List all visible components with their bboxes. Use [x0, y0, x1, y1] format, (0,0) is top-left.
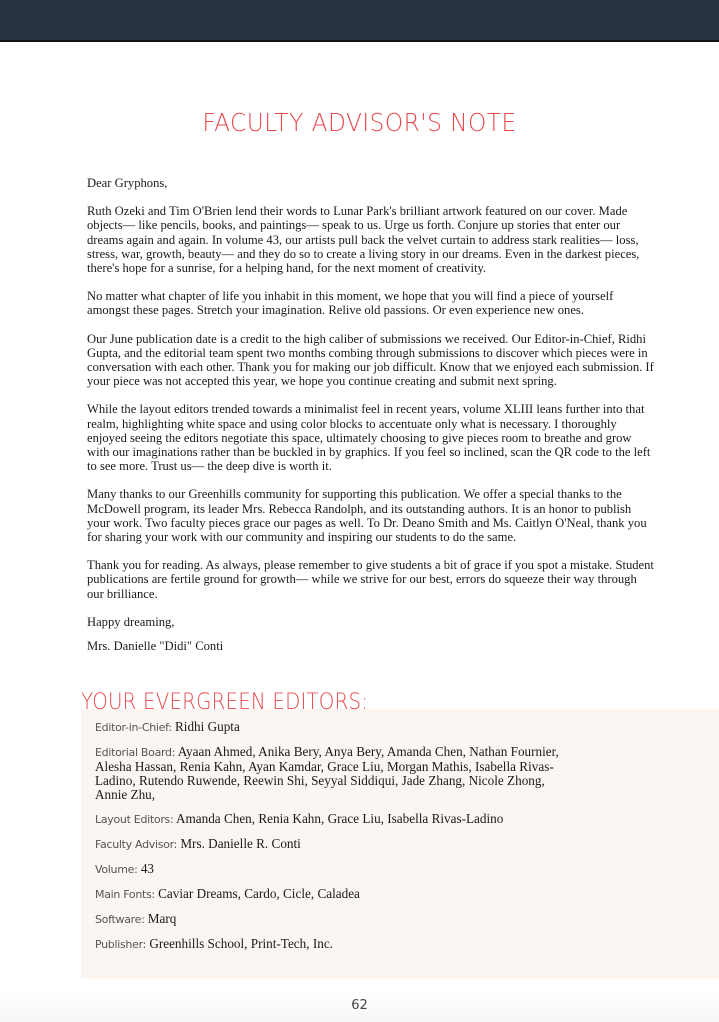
credit-publisher: [95, 937, 575, 952]
advisor-letter: [87, 176, 655, 663]
credit-label: Publisher:: [95, 938, 147, 951]
credit-label: Layout Editors:: [95, 813, 174, 826]
credit-value: Caviar Dreams, Cardo, Cicle, Caladea: [158, 886, 360, 901]
editors-heading: YOUR EVERGREEN EDITORS:: [81, 690, 369, 715]
credit-editorial-board: [95, 745, 575, 802]
credit-label: Editor-in-Chief:: [95, 721, 172, 734]
letter-paragraph: Many thanks to our Greenhills community for supporting this publication. We offer a special thanks to the McDowell program, its leader Mrs. Rebecca Randolph, and its outstanding authors. It is an honor to publish your work. Two faculty pieces grace our pages as well. To Dr. Deano Smith and Ms. Caitlyn O'Neal, thank you for sharing your work with our community and inspiring our students to do the same.: [87, 487, 647, 545]
credit-layout-editors: [95, 812, 575, 827]
credit-label: Software:: [95, 913, 145, 926]
page-title: FACULTY ADVISOR'S NOTE: [202, 108, 517, 137]
letter-paragraph: Our June publication date is a credit to the high caliber of submissions we received. Our Editor-in-Chief, Ridhi Gupta, and the editorial team spent two months combing through submissions to discover which pieces were in conversation with each other. Thank you for making our job difficult. Know that we enjoyed each submission. If your piece was not accepted this year, we hope you continue creating and submit next spring.: [87, 331, 654, 389]
credit-label: Main Fonts:: [95, 888, 155, 901]
credit-value: Mrs. Danielle R. Conti: [180, 836, 301, 851]
page-number: 62: [351, 998, 368, 1013]
letter-paragraph: While the layout editors trended towards a minimalist feel in recent years, volume XLIII leans further into that realm, highlighting white space and using color blocks to accentuate only what is necessary. I thoroughly enjoyed seeing the editors negotiate this space, ultimately choosing to give pieces room to breathe and grow with our imaginations rather than be buckled in by graphics. If you feel so inclined, scan the QR code to the left to see more. Trust us— the deep dive is worth it.: [87, 402, 651, 474]
signature: Mrs. Danielle "Didi" Conti: [87, 639, 224, 654]
letter-paragraph: Thank you for reading. As always, please remember to give students a bit of grace if you spot a mistake. Student publications are fertile ground for growth— while we strive for our best, errors do squeeze their way through our brilliance.: [87, 558, 654, 601]
credit-volume: [95, 862, 575, 877]
credit-label: Faculty Advisor:: [95, 838, 178, 851]
credit-editor-in-chief: [95, 720, 575, 735]
credit-faculty-advisor: [95, 837, 575, 852]
closing: Happy dreaming,: [87, 614, 175, 629]
credit-value: Marq: [147, 911, 177, 926]
credit-value: Ayaan Ahmed, Anika Bery, Anya Bery, Amanda Chen, Nathan Fournier, Alesha Hassan, Renia Kahn, Ayan Kamdar, Grace Liu, Morgan Mathis, Isabella Rivas-Ladino, Rutendo Ruwende, Reewin Shi, Seyyal Siddiqui, Jade Zhang, Nicole Zhong, Annie Zhu,: [95, 744, 559, 802]
letter-paragraph: No matter what chapter of life you inhabit in this moment, we hope that you will find a piece of yourself amongst these pages. Stretch your imagination. Relive old passions. Or even experience new ones.: [87, 289, 614, 318]
credit-value: Greenhills School, Print-Tech, Inc.: [149, 936, 333, 951]
credit-value: 43: [140, 861, 155, 876]
letter-paragraph: Ruth Ozeki and Tim O'Brien lend their words to Lunar Park's brilliant artwork featured on our cover. Made objects— like pencils, books, and paintings— speak to us. Urge us forth. Conjure up stories that enter our dreams again and again. In volume 43, our artists pull back the velvet curtain to address stark realities— loss, stress, war, growth, beauty— and they do so to create a living story in our dreams. Even in the darkest pieces, there's hope for a sunrise, for a helping hand, for the next moment of creativity.: [87, 204, 640, 276]
credit-main-fonts: [95, 887, 575, 902]
top-bar: [0, 0, 719, 42]
credit-label: Editorial Board:: [95, 746, 176, 759]
credit-software: [95, 912, 575, 927]
credit-value: Amanda Chen, Renia Kahn, Grace Liu, Isabella Rivas-Ladino: [175, 811, 504, 826]
greeting: Dear Gryphons,: [87, 176, 168, 190]
credit-value: Ridhi Gupta: [174, 719, 240, 734]
credit-label: Volume:: [95, 863, 138, 876]
editors-credits: [95, 720, 575, 962]
